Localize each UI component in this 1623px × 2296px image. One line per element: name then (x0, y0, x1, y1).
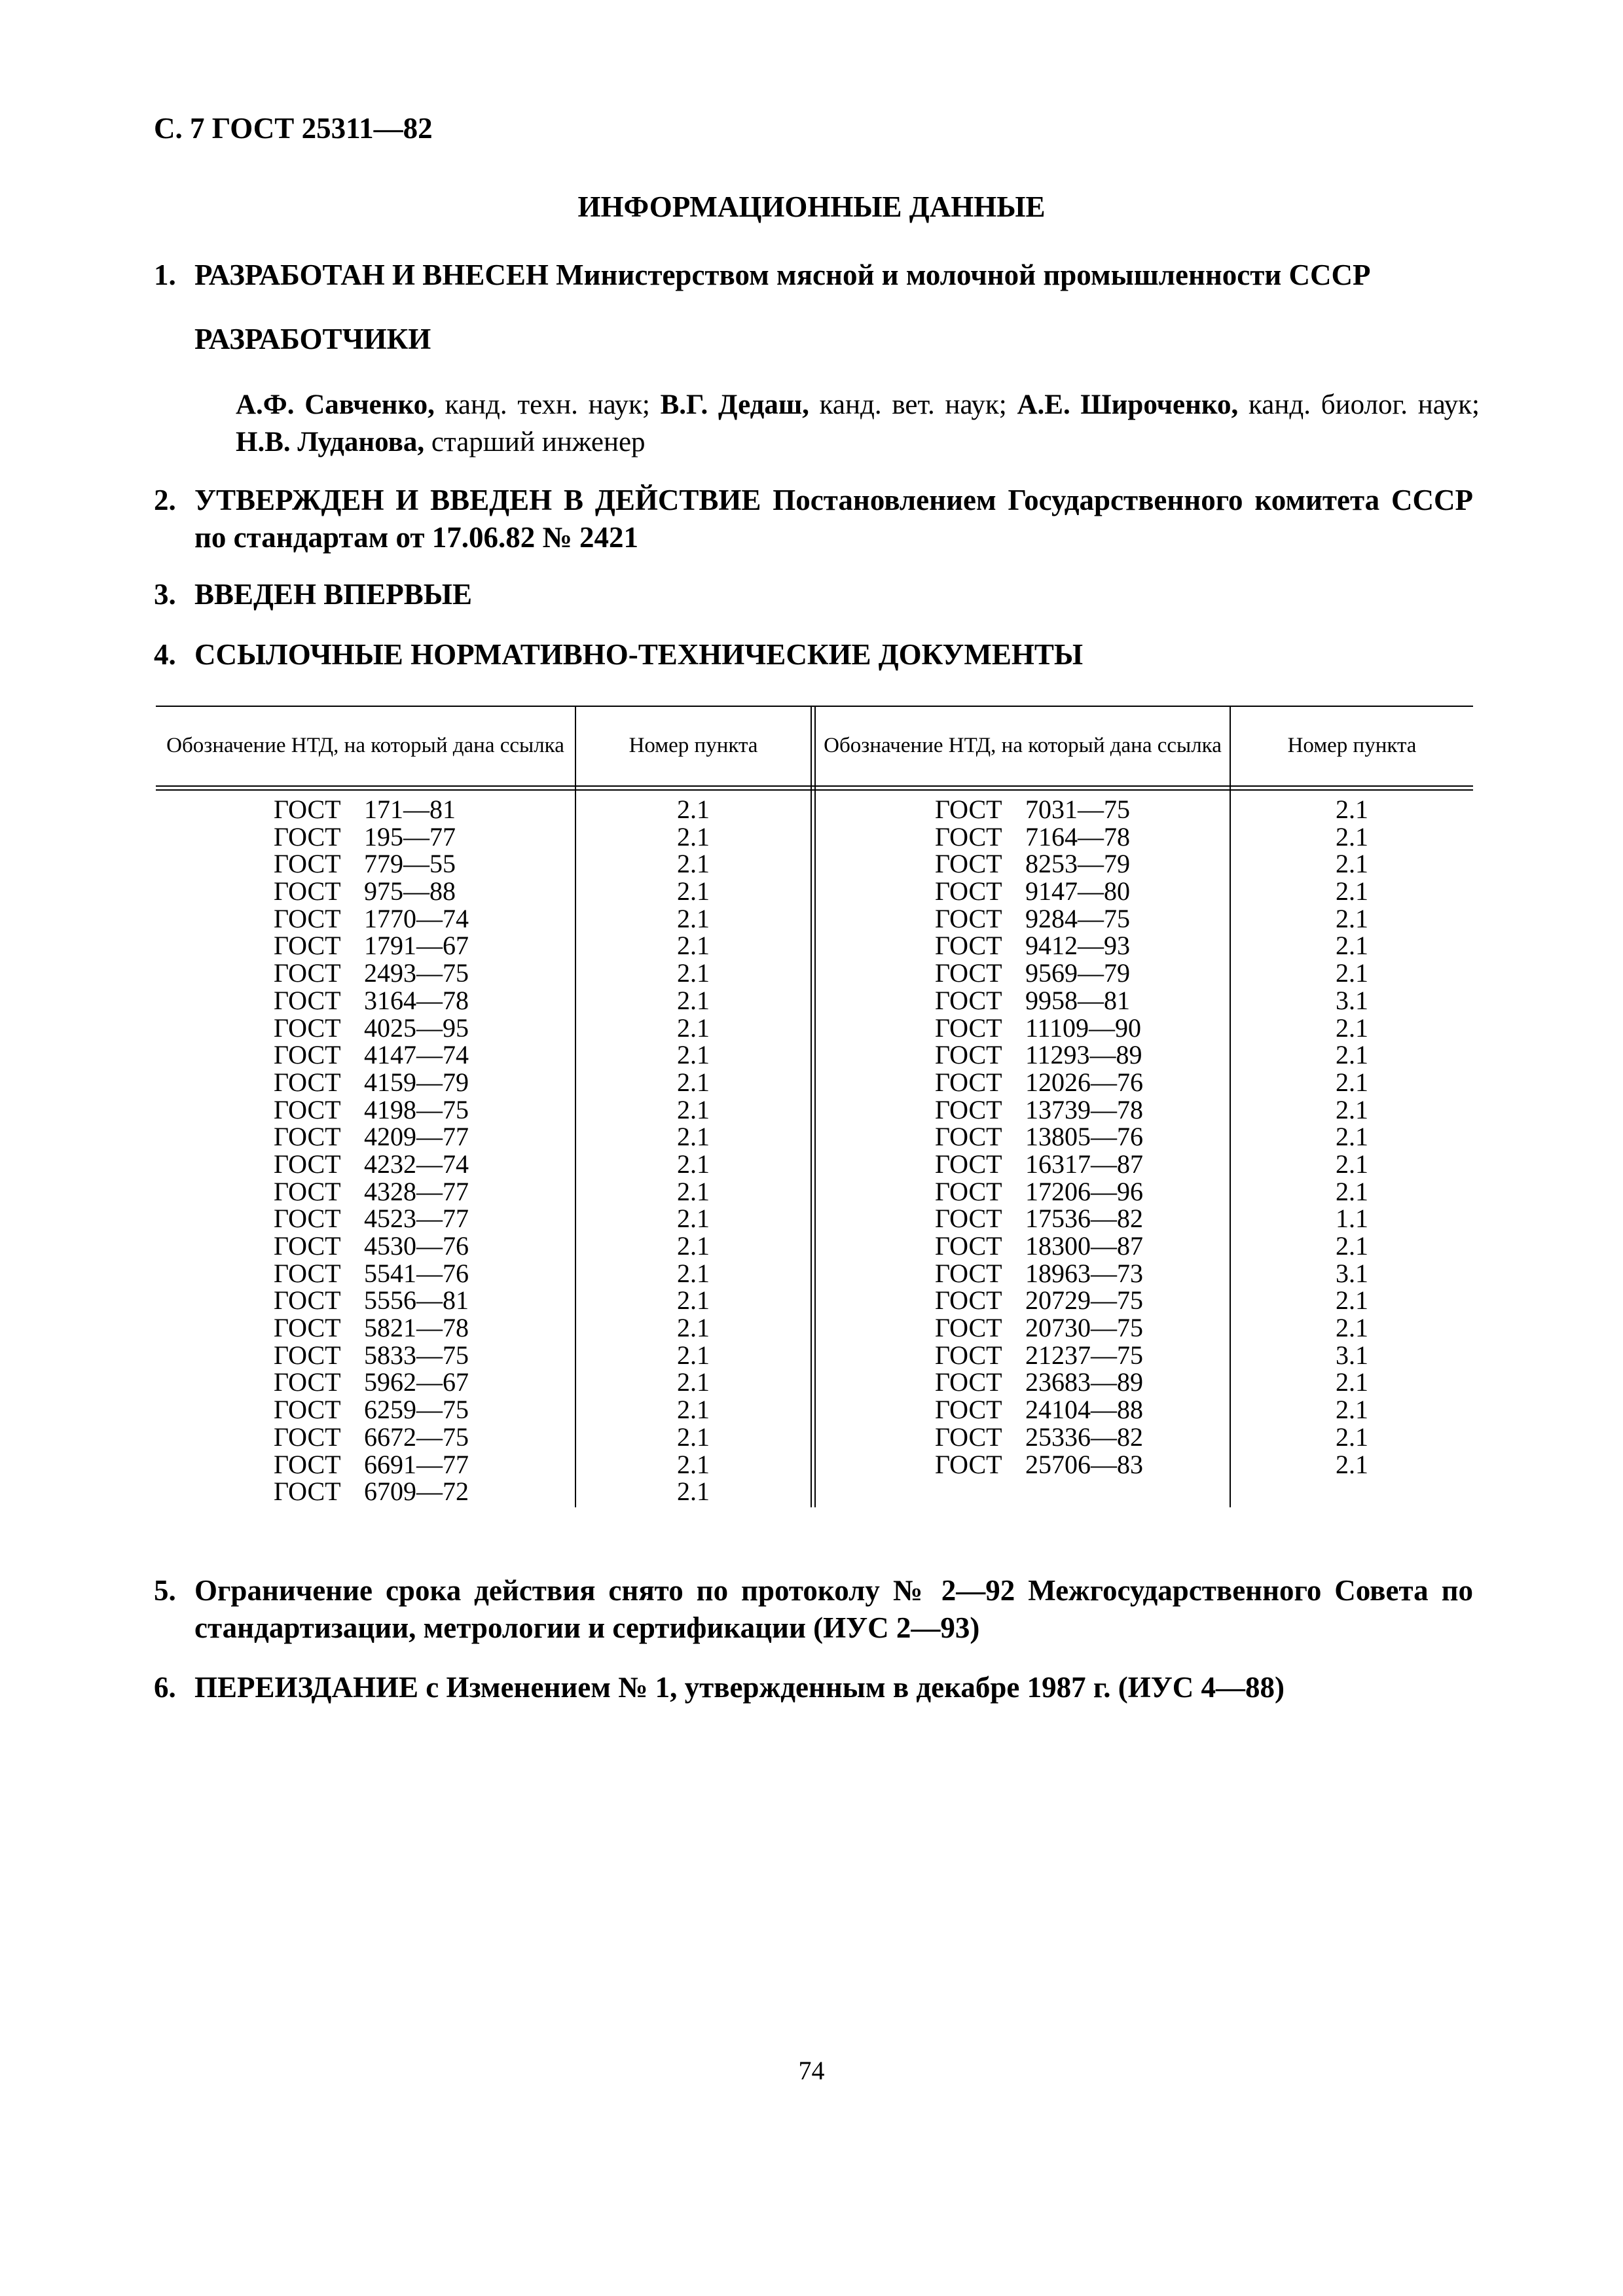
item-number: 3.1 (1336, 1258, 1368, 1288)
item-number: 2.1 (677, 985, 710, 1015)
gost-prefix: ГОСТ (935, 821, 1002, 852)
section-4 (154, 636, 1473, 673)
gost-number: 6691—77 (364, 1449, 469, 1479)
gost-number: 4232—74 (364, 1149, 469, 1179)
gost-designation (935, 850, 1223, 878)
gost-number: 8253—79 (1025, 849, 1130, 879)
gost-prefix: ГОСТ (274, 1258, 341, 1288)
gost-number: 25336—82 (1025, 1422, 1143, 1452)
gost-number: 5541—76 (364, 1258, 469, 1288)
gost-number: 17536—82 (1025, 1204, 1143, 1234)
gost-designation (274, 1424, 549, 1451)
gost-number: 12026—76 (1025, 1067, 1143, 1097)
gost-prefix: ГОСТ (274, 1040, 341, 1070)
author-title: канд. биолог. наук; (1238, 389, 1480, 420)
item-number: 2.1 (677, 1449, 710, 1479)
gost-prefix: ГОСТ (935, 1258, 1002, 1288)
right-gost-column (935, 796, 1223, 1478)
table-header-cell: Номер пункта (1287, 734, 1417, 757)
item-number: 2.1 (677, 1477, 710, 1507)
gost-designation (935, 1151, 1223, 1178)
gost-designation (274, 1151, 549, 1178)
item-number: 2.1 (1336, 1285, 1368, 1316)
gost-designation (274, 823, 549, 851)
gost-designation (935, 987, 1223, 1014)
gost-prefix: ГОСТ (935, 903, 1002, 933)
gost-designation (274, 1069, 549, 1096)
gost-designation (935, 1205, 1223, 1232)
gost-prefix: ГОСТ (935, 1040, 1002, 1070)
gost-designation (935, 1041, 1223, 1069)
left-item-column (576, 796, 811, 1505)
gost-number: 4209—77 (364, 1122, 469, 1152)
gost-number: 9284—75 (1025, 903, 1130, 933)
item-number: 2.1 (677, 1122, 710, 1152)
author-name: А.Ф. Савченко, (236, 389, 435, 420)
gost-number: 4198—75 (364, 1094, 469, 1124)
item-number: 2.1 (677, 876, 710, 906)
section-6-number: 6. (154, 1671, 176, 1704)
gost-prefix: ГОСТ (274, 985, 341, 1015)
author-name: А.Е. Широченко, (1017, 389, 1239, 420)
item-number: 2.1 (1336, 849, 1368, 879)
table-header-cell: Обозначение НТД, на который дана ссылка (824, 734, 1222, 757)
gost-designation (274, 905, 549, 933)
gost-designation (274, 1314, 549, 1342)
item-number: 2.1 (677, 1285, 710, 1316)
gost-designation (274, 850, 549, 878)
item-number: 2.1 (677, 1367, 710, 1397)
gost-designation (935, 1069, 1223, 1096)
item-number: 2.1 (677, 958, 710, 988)
item-number: 2.1 (677, 1149, 710, 1179)
item-number: 2.1 (1336, 903, 1368, 933)
gost-number: 9958—81 (1025, 985, 1130, 1015)
item-number: 1.1 (1336, 1204, 1368, 1234)
gost-prefix: ГОСТ (274, 958, 341, 988)
developers-list (236, 386, 1480, 461)
gost-designation (274, 1287, 549, 1314)
gost-number: 24104—88 (1025, 1395, 1143, 1425)
gost-prefix: ГОСТ (935, 795, 1002, 824)
gost-designation (274, 1396, 549, 1424)
item-number: 2.1 (1336, 1176, 1368, 1206)
gost-number: 4159—79 (364, 1067, 469, 1097)
gost-prefix: ГОСТ (274, 1204, 341, 1234)
gost-number: 20730—75 (1025, 1313, 1143, 1343)
item-number: 2.1 (677, 1094, 710, 1124)
gost-designation (274, 960, 549, 987)
gost-prefix: ГОСТ (274, 1176, 341, 1206)
gost-number: 1770—74 (364, 903, 469, 933)
table-header-cell: Обозначение НТД, на который дана ссылка (166, 734, 564, 757)
gost-number: 11293—89 (1025, 1040, 1142, 1070)
gost-designation (274, 932, 549, 960)
gost-prefix: ГОСТ (935, 1067, 1002, 1097)
gost-designation (274, 878, 549, 905)
gost-number: 21237—75 (1025, 1340, 1143, 1370)
gost-designation (935, 1369, 1223, 1396)
item-number: 2.1 (677, 795, 710, 824)
item-number: 2.1 (677, 1313, 710, 1343)
gost-number: 9569—79 (1025, 958, 1130, 988)
gost-prefix: ГОСТ (274, 1422, 341, 1452)
gost-prefix: ГОСТ (935, 1367, 1002, 1397)
gost-number: 7031—75 (1025, 795, 1130, 824)
gost-number: 20729—75 (1025, 1285, 1143, 1316)
developers-label: РАЗРАБОТЧИКИ (194, 323, 431, 355)
gost-number: 4147—74 (364, 1040, 469, 1070)
gost-designation (935, 1096, 1223, 1124)
item-number: 3.1 (1336, 1340, 1368, 1370)
gost-prefix: ГОСТ (935, 985, 1002, 1015)
item-number: 2.1 (1336, 1449, 1368, 1479)
gost-number: 4523—77 (364, 1204, 469, 1234)
item-number: 2.1 (1336, 958, 1368, 988)
item-number: 2.1 (1336, 821, 1368, 852)
gost-designation (274, 1478, 549, 1505)
gost-number: 6709—72 (364, 1477, 469, 1507)
gost-prefix: ГОСТ (274, 849, 341, 879)
gost-designation (935, 1014, 1223, 1042)
gost-prefix: ГОСТ (274, 795, 341, 824)
gost-prefix: ГОСТ (274, 1149, 341, 1179)
gost-number: 23683—89 (1025, 1367, 1143, 1397)
gost-number: 4530—76 (364, 1231, 469, 1261)
gost-designation (274, 796, 549, 823)
gost-designation (935, 1424, 1223, 1451)
gost-number: 18963—73 (1025, 1258, 1143, 1288)
item-number: 2.1 (1336, 1067, 1368, 1097)
gost-designation (935, 1232, 1223, 1260)
gost-prefix: ГОСТ (935, 1122, 1002, 1152)
gost-prefix: ГОСТ (935, 849, 1002, 879)
gost-designation (935, 823, 1223, 851)
gost-designation (935, 905, 1223, 933)
item-number: 2.1 (677, 1231, 710, 1261)
table-column-divider (814, 706, 816, 1507)
section-1-number: 1. (154, 259, 176, 291)
section-3 (154, 576, 1473, 613)
gost-prefix: ГОСТ (935, 1313, 1002, 1343)
gost-prefix: ГОСТ (935, 931, 1002, 961)
gost-number: 779—55 (364, 849, 456, 879)
gost-number: 11109—90 (1025, 1013, 1142, 1043)
page-number: 74 (798, 2056, 825, 2085)
gost-number: 9147—80 (1025, 876, 1130, 906)
item-number: 2.1 (1336, 1040, 1368, 1070)
item-number: 2.1 (677, 1340, 710, 1370)
gost-designation (935, 796, 1223, 823)
item-number: 2.1 (677, 1204, 710, 1234)
section-2-number: 2. (154, 484, 176, 516)
gost-prefix: ГОСТ (935, 1231, 1002, 1261)
item-number: 2.1 (1336, 1313, 1368, 1343)
gost-designation (274, 987, 549, 1014)
item-number: 2.1 (1336, 876, 1368, 906)
gost-number: 13739—78 (1025, 1094, 1143, 1124)
section-1 (154, 257, 1473, 294)
item-number: 3.1 (1336, 985, 1368, 1015)
item-number: 2.1 (1336, 1395, 1368, 1425)
gost-designation (935, 1123, 1223, 1151)
gost-number: 4025—95 (364, 1013, 469, 1043)
gost-prefix: ГОСТ (274, 821, 341, 852)
gost-number: 195—77 (364, 821, 456, 852)
item-number: 2.1 (677, 849, 710, 879)
item-number: 2.1 (1336, 1149, 1368, 1179)
section-5 (154, 1572, 1473, 1647)
gost-number: 4328—77 (364, 1176, 469, 1206)
gost-prefix: ГОСТ (935, 1449, 1002, 1479)
section-4-text: ССЫЛОЧНЫЕ НОРМАТИВНО-ТЕХНИЧЕСКИЕ ДОКУМЕНТЫ (194, 638, 1084, 671)
document-title: ИНФОРМАЦИОННЫЕ ДАННЫЕ (577, 190, 1046, 223)
left-gost-column (274, 796, 549, 1505)
gost-prefix: ГОСТ (935, 958, 1002, 988)
gost-number: 16317—87 (1025, 1149, 1143, 1179)
gost-designation (274, 1123, 549, 1151)
gost-number: 2493—75 (364, 958, 469, 988)
gost-designation (274, 1342, 549, 1369)
gost-number: 1791—67 (364, 931, 469, 961)
gost-number: 25706—83 (1025, 1449, 1143, 1479)
gost-number: 975—88 (364, 876, 456, 906)
gost-number: 5962—67 (364, 1367, 469, 1397)
item-number: 2.1 (1336, 931, 1368, 961)
right-item-column (1231, 796, 1473, 1478)
gost-prefix: ГОСТ (274, 903, 341, 933)
gost-prefix: ГОСТ (274, 1094, 341, 1124)
item-number: 2.1 (677, 1422, 710, 1452)
reference-documents-table (156, 706, 1473, 1507)
gost-prefix: ГОСТ (274, 1340, 341, 1370)
gost-prefix: ГОСТ (935, 1395, 1002, 1425)
table-column-divider (811, 706, 812, 1507)
gost-designation (935, 1287, 1223, 1314)
section-6 (154, 1669, 1473, 1706)
gost-prefix: ГОСТ (274, 876, 341, 906)
gost-designation (935, 932, 1223, 960)
gost-prefix: ГОСТ (274, 931, 341, 961)
gost-prefix: ГОСТ (935, 1204, 1002, 1234)
gost-designation (274, 1014, 549, 1042)
gost-number: 13805—76 (1025, 1122, 1143, 1152)
section-3-number: 3. (154, 578, 176, 611)
gost-number: 171—81 (364, 795, 456, 824)
gost-prefix: ГОСТ (274, 1122, 341, 1152)
author-name: В.Г. Дедаш, (660, 389, 809, 420)
gost-designation (274, 1369, 549, 1396)
item-number: 2.1 (677, 931, 710, 961)
gost-designation (274, 1232, 549, 1260)
gost-designation (935, 1260, 1223, 1287)
item-number: 2.1 (677, 1395, 710, 1425)
gost-designation (935, 960, 1223, 987)
gost-designation (935, 878, 1223, 905)
item-number: 2.1 (677, 1013, 710, 1043)
gost-number: 5556—81 (364, 1285, 469, 1316)
gost-designation (935, 1342, 1223, 1369)
item-number: 2.1 (1336, 1367, 1368, 1397)
gost-prefix: ГОСТ (274, 1477, 341, 1507)
item-number: 2.1 (1336, 795, 1368, 824)
author-title: канд. техн. наук; (434, 389, 661, 420)
gost-designation (935, 1451, 1223, 1479)
section-4-number: 4. (154, 638, 176, 671)
item-number: 2.1 (677, 1176, 710, 1206)
gost-number: 9412—93 (1025, 931, 1130, 961)
gost-number: 3164—78 (364, 985, 469, 1015)
gost-number: 17206—96 (1025, 1176, 1143, 1206)
gost-prefix: ГОСТ (935, 1340, 1002, 1370)
author-title: канд. вет. наук; (809, 389, 1017, 420)
gost-prefix: ГОСТ (274, 1367, 341, 1397)
gost-prefix: ГОСТ (274, 1449, 341, 1479)
gost-designation (274, 1451, 549, 1479)
gost-prefix: ГОСТ (935, 1176, 1002, 1206)
item-number: 2.1 (677, 821, 710, 852)
item-number: 2.1 (1336, 1422, 1368, 1452)
author-name: Н.В. Луданова, (236, 427, 425, 457)
gost-number: 5833—75 (364, 1340, 469, 1370)
gost-prefix: ГОСТ (935, 1285, 1002, 1316)
section-2 (154, 482, 1473, 556)
gost-prefix: ГОСТ (274, 1067, 341, 1097)
gost-designation (935, 1178, 1223, 1206)
section-1-label: РАЗРАБОТАН И ВНЕСЕН (194, 259, 549, 291)
gost-designation (274, 1205, 549, 1232)
gost-prefix: ГОСТ (274, 1395, 341, 1425)
gost-designation (274, 1260, 549, 1287)
section-5-text: Ограничение срока действия снято по протоколу № 2—92 Межгосударственного Совета по стандартизации, метрологии и сертификации (ИУС 2—93) (194, 1574, 1473, 1644)
gost-designation (274, 1096, 549, 1124)
item-number: 2.1 (1336, 1122, 1368, 1152)
gost-number: 5821—78 (364, 1313, 469, 1343)
gost-designation (274, 1041, 549, 1069)
section-1-text: Министерством мясной и молочной промышленности СССР (548, 259, 1371, 291)
section-3-text: ВВЕДЕН ВПЕРВЫЕ (194, 578, 473, 611)
gost-number: 6672—75 (364, 1422, 469, 1452)
gost-number: 7164—78 (1025, 821, 1130, 852)
section-5-number: 5. (154, 1574, 176, 1607)
gost-designation (935, 1314, 1223, 1342)
gost-prefix: ГОСТ (274, 1231, 341, 1261)
item-number: 2.1 (1336, 1231, 1368, 1261)
author-title: старший инженер (424, 427, 646, 457)
gost-designation (935, 1396, 1223, 1424)
item-number: 2.1 (677, 1067, 710, 1097)
gost-prefix: ГОСТ (935, 1013, 1002, 1043)
item-number: 2.1 (677, 1258, 710, 1288)
gost-prefix: ГОСТ (935, 1094, 1002, 1124)
item-number: 2.1 (677, 1040, 710, 1070)
section-6-text: ПЕРЕИЗДАНИЕ с Изменением № 1, утвержденным в декабре 1987 г. (ИУС 4—88) (194, 1671, 1285, 1704)
gost-prefix: ГОСТ (935, 1422, 1002, 1452)
page-header: С. 7 ГОСТ 25311—82 (154, 112, 433, 145)
gost-designation (274, 1178, 549, 1206)
section-2-text: УТВЕРЖДЕН И ВВЕДЕН В ДЕЙСТВИЕ Постановлением Государственного комитета СССР по стандартам от 17.06.82 № 2421 (194, 484, 1473, 554)
gost-prefix: ГОСТ (274, 1013, 341, 1043)
table-header-cell: Номер пункта (629, 734, 758, 757)
gost-prefix: ГОСТ (274, 1285, 341, 1316)
gost-prefix: ГОСТ (274, 1313, 341, 1343)
gost-prefix: ГОСТ (935, 1149, 1002, 1179)
item-number: 2.1 (1336, 1094, 1368, 1124)
gost-number: 18300—87 (1025, 1231, 1143, 1261)
gost-prefix: ГОСТ (935, 876, 1002, 906)
item-number: 2.1 (677, 903, 710, 933)
gost-number: 6259—75 (364, 1395, 469, 1425)
item-number: 2.1 (1336, 1013, 1368, 1043)
